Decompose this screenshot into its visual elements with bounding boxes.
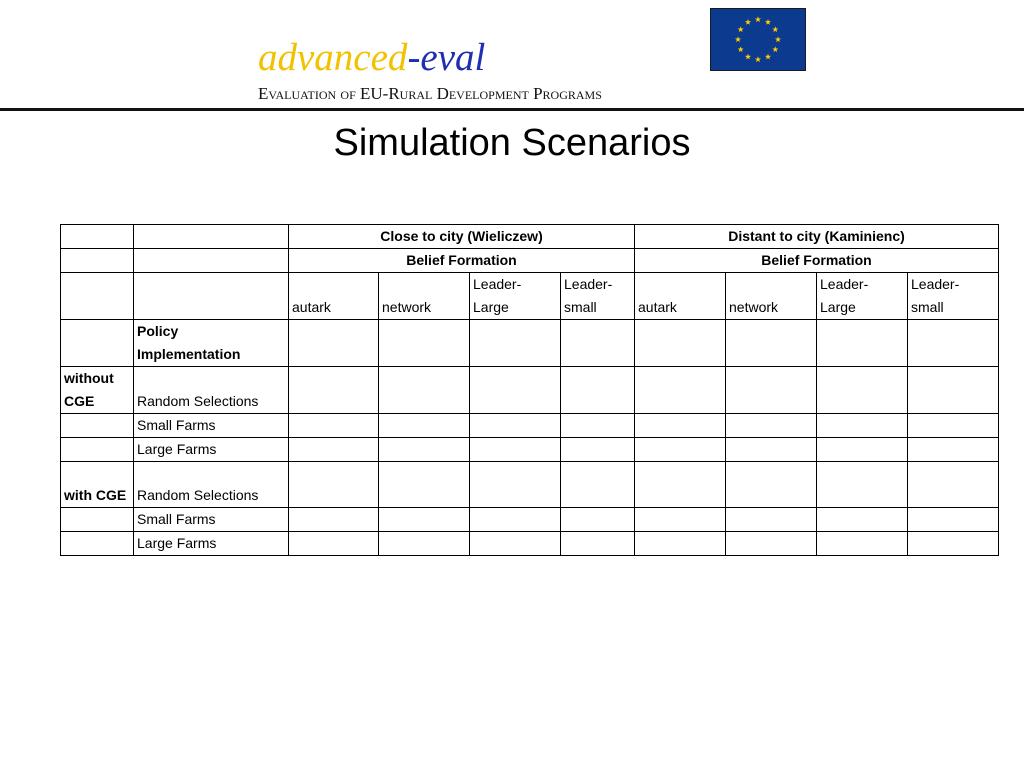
column-header-line: small bbox=[564, 299, 597, 315]
header-subtitle: Evaluation of EU-Rural Development Programs bbox=[258, 84, 602, 103]
table-cell bbox=[134, 225, 289, 249]
row-label: Large Farms bbox=[134, 438, 289, 462]
row-label: Random Selections bbox=[134, 462, 289, 508]
table-cell bbox=[134, 273, 289, 320]
group-label-with-cge: with CGE bbox=[61, 462, 134, 508]
table-cell bbox=[561, 367, 635, 414]
column-header-line: autark bbox=[292, 299, 331, 315]
table-cell bbox=[908, 320, 999, 367]
table-cell bbox=[726, 508, 817, 532]
table-cell bbox=[561, 508, 635, 532]
table-cell bbox=[635, 508, 726, 532]
policy-implementation-header bbox=[134, 320, 289, 367]
table-cell bbox=[379, 367, 470, 414]
table-cell bbox=[908, 438, 999, 462]
table-cell bbox=[61, 320, 134, 367]
group-header-distant-to-city: Distant to city (Kaminienc) bbox=[635, 225, 999, 249]
column-header-line: Leader- bbox=[564, 276, 613, 292]
table-row bbox=[61, 438, 999, 462]
table-cell bbox=[289, 320, 379, 367]
column-header-network bbox=[379, 273, 470, 320]
row-label-line: Policy bbox=[137, 323, 179, 339]
table-row bbox=[61, 508, 999, 532]
table-cell bbox=[817, 462, 908, 508]
table-cell bbox=[726, 532, 817, 556]
column-header-line: Leader- bbox=[820, 276, 869, 292]
flag-star-icon bbox=[745, 19, 751, 25]
column-header-line: autark bbox=[638, 299, 677, 315]
table-cell bbox=[726, 438, 817, 462]
column-header-line: small bbox=[911, 299, 944, 315]
belief-formation-header: Belief Formation bbox=[635, 249, 999, 273]
table-cell bbox=[134, 249, 289, 273]
table-cell bbox=[908, 414, 999, 438]
table-cell bbox=[726, 320, 817, 367]
table-cell bbox=[470, 320, 561, 367]
row-label: Random Selections bbox=[134, 367, 289, 414]
table-row bbox=[61, 320, 999, 367]
table-cell bbox=[561, 532, 635, 556]
column-header-autark bbox=[635, 273, 726, 320]
table-cell bbox=[635, 414, 726, 438]
row-label-line: Implementation bbox=[137, 346, 241, 362]
column-header-line: Leader- bbox=[911, 276, 960, 292]
table-cell bbox=[61, 438, 134, 462]
table-cell bbox=[908, 462, 999, 508]
table-cell bbox=[908, 532, 999, 556]
belief-formation-header: Belief Formation bbox=[289, 249, 635, 273]
flag-star-icon bbox=[735, 36, 741, 42]
column-header-leader-small bbox=[561, 273, 635, 320]
group-label-without-cge bbox=[61, 367, 134, 414]
flag-star-icon bbox=[738, 26, 744, 32]
table-cell bbox=[289, 462, 379, 508]
table-cell bbox=[470, 462, 561, 508]
table-row bbox=[61, 462, 999, 508]
table-cell bbox=[61, 273, 134, 320]
row-label: Large Farms bbox=[134, 532, 289, 556]
table-cell bbox=[379, 508, 470, 532]
table-row bbox=[61, 367, 999, 414]
flag-star-icon bbox=[765, 19, 771, 25]
table-cell bbox=[635, 320, 726, 367]
table-cell bbox=[817, 438, 908, 462]
flag-star-icon bbox=[755, 16, 761, 22]
table-cell bbox=[817, 532, 908, 556]
column-header-leader-large bbox=[817, 273, 908, 320]
table-cell bbox=[61, 225, 134, 249]
column-header-leader-large bbox=[470, 273, 561, 320]
flag-star-icon bbox=[755, 56, 761, 62]
brand-advanced: advanced bbox=[258, 36, 408, 79]
table-cell bbox=[289, 532, 379, 556]
table-cell bbox=[817, 508, 908, 532]
table-cell bbox=[379, 462, 470, 508]
table-cell bbox=[61, 508, 134, 532]
flag-star-icon bbox=[772, 26, 778, 32]
table-cell bbox=[470, 532, 561, 556]
table-cell bbox=[908, 367, 999, 414]
table-cell bbox=[289, 508, 379, 532]
table-cell bbox=[817, 414, 908, 438]
table-cell bbox=[635, 367, 726, 414]
table-cell bbox=[379, 532, 470, 556]
eu-flag-icon bbox=[710, 8, 806, 71]
table-cell bbox=[470, 414, 561, 438]
table-cell bbox=[561, 462, 635, 508]
table-cell bbox=[470, 438, 561, 462]
table-cell bbox=[635, 532, 726, 556]
flag-star-icon bbox=[772, 46, 778, 52]
table-cell bbox=[635, 438, 726, 462]
brand-eval: -eval bbox=[407, 36, 486, 79]
flag-star-icon bbox=[765, 54, 771, 60]
table-cell bbox=[635, 462, 726, 508]
table-cell bbox=[61, 249, 134, 273]
table-cell bbox=[379, 438, 470, 462]
column-header-line: network bbox=[729, 299, 779, 315]
column-header-line: Leader- bbox=[473, 276, 522, 292]
table-cell bbox=[726, 414, 817, 438]
table-cell bbox=[61, 414, 134, 438]
table-cell bbox=[561, 414, 635, 438]
table-cell bbox=[61, 532, 134, 556]
column-header-leader-small bbox=[908, 273, 999, 320]
table-cell bbox=[379, 320, 470, 367]
table-cell bbox=[289, 367, 379, 414]
column-header-autark bbox=[289, 273, 379, 320]
table-row bbox=[61, 532, 999, 556]
flag-star-icon bbox=[745, 54, 751, 60]
table-cell bbox=[817, 320, 908, 367]
row-label: Small Farms bbox=[134, 414, 289, 438]
table-cell bbox=[561, 438, 635, 462]
page-title: Simulation Scenarios bbox=[333, 122, 691, 164]
table-cell bbox=[470, 367, 561, 414]
column-header-line: Large bbox=[473, 299, 509, 315]
table-row bbox=[61, 414, 999, 438]
table-cell bbox=[561, 320, 635, 367]
row-label-line: CGE bbox=[64, 393, 95, 409]
column-header-network bbox=[726, 273, 817, 320]
table-cell bbox=[379, 414, 470, 438]
table-row bbox=[61, 225, 999, 249]
scenario-table bbox=[60, 224, 999, 556]
table-cell bbox=[289, 438, 379, 462]
row-label: Small Farms bbox=[134, 508, 289, 532]
flag-star-icon bbox=[775, 36, 781, 42]
table-cell bbox=[908, 508, 999, 532]
brand-logo-text bbox=[258, 36, 485, 80]
table-cell bbox=[470, 508, 561, 532]
column-header-line: Large bbox=[820, 299, 856, 315]
row-label-line: without bbox=[64, 370, 114, 386]
table-cell bbox=[817, 367, 908, 414]
header-divider bbox=[0, 108, 1024, 111]
column-header-line: network bbox=[382, 299, 432, 315]
group-header-close-to-city: Close to city (Wieliczew) bbox=[289, 225, 635, 249]
table-row bbox=[61, 249, 999, 273]
table-cell bbox=[726, 367, 817, 414]
table-cell bbox=[726, 462, 817, 508]
table-row bbox=[61, 273, 999, 320]
flag-star-icon bbox=[738, 46, 744, 52]
table-cell bbox=[289, 414, 379, 438]
